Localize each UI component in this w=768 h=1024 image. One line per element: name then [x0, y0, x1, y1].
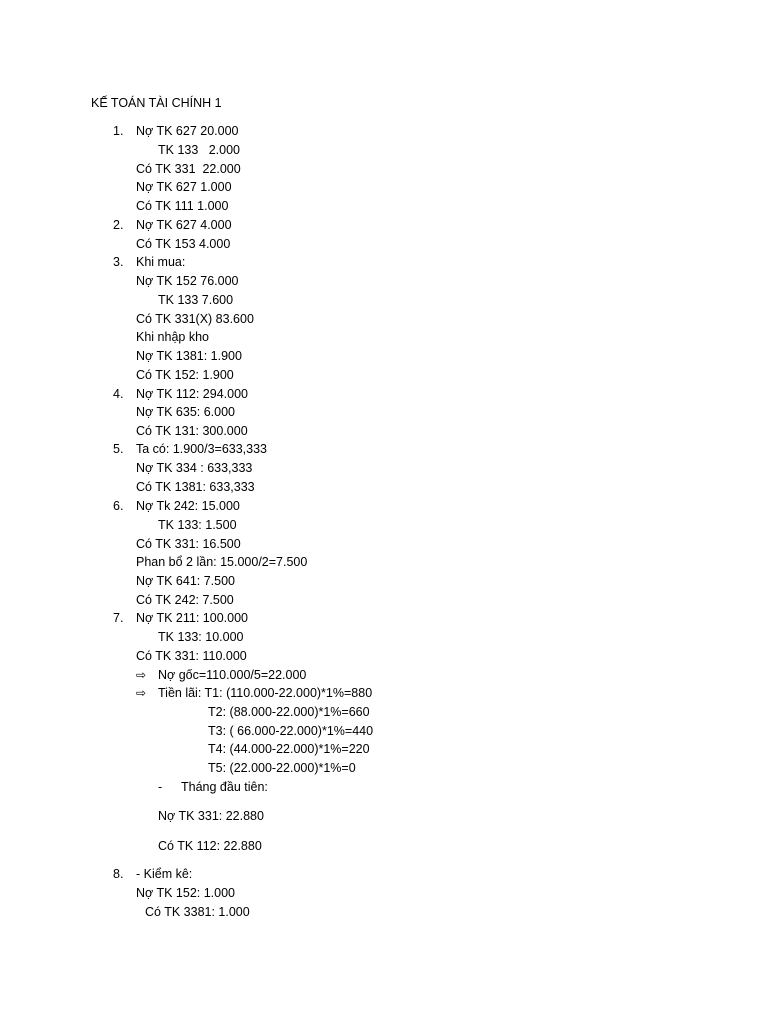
entry-line: Ta có: 1.900/3=633,333: [136, 442, 268, 456]
entry-line: Nợ TK 627 4.000: [136, 218, 232, 232]
entry-line: Nợ TK 635: 6.000: [136, 405, 235, 419]
item-number: 3.: [113, 255, 124, 269]
entry-line: Tháng đầu tiên:: [181, 780, 268, 794]
entry-line: Có TK 331(X) 83.600: [136, 312, 254, 326]
entry-line: Nợ TK 641: 7.500: [136, 574, 235, 588]
entry-line: Nợ TK 627 1.000: [136, 180, 232, 194]
right-arrow-icon: ⇨: [136, 686, 147, 700]
entry-line: Nợ TK 331: 22.880: [158, 809, 264, 823]
entry-line: Có TK 331: 16.500: [136, 537, 241, 551]
entry-line: Phan bổ 2 lần: 15.000/2=7.500: [136, 555, 308, 569]
entry-line: Có TK 3381: 1.000: [145, 905, 250, 919]
entry-line: Tiền lãi: T1: (110.000-22.000)*1%=880: [158, 686, 373, 700]
entry-line: Có TK 331: 110.000: [136, 649, 247, 663]
entry-line: T3: ( 66.000-22.000)*1%=440: [208, 724, 374, 738]
entry-line: Có TK 131: 300.000: [136, 424, 248, 438]
entry-line: TK 133: 10.000: [158, 630, 244, 644]
entry-line: Nợ gốc=110.000/5=22.000: [158, 668, 307, 682]
entry-line: TK 133: 1.500: [158, 518, 237, 532]
entry-line: Nợ TK 152 76.000: [136, 274, 239, 288]
entry-line: Khi mua:: [136, 255, 186, 269]
entry-line: Nợ TK 1381: 1.900: [136, 349, 242, 363]
entry-line: Có TK 111 1.000: [136, 199, 229, 213]
entry-line: T4: (44.000-22.000)*1%=220: [208, 742, 370, 756]
item-number: 1.: [113, 124, 124, 138]
entry-line: Có TK 242: 7.500: [136, 593, 234, 607]
entry-line: T2: (88.000-22.000)*1%=660: [208, 705, 370, 719]
entry-line: Nợ Tk 242: 15.000: [136, 499, 240, 513]
entry-line: TK 133 7.600: [158, 293, 234, 307]
item-number: 7.: [113, 611, 124, 625]
entry-line: Khi nhập kho: [136, 330, 209, 344]
entry-line: Nợ TK 112: 294.000: [136, 387, 248, 401]
dash-bullet: -: [158, 780, 163, 794]
entry-line: Có TK 331 22.000: [136, 162, 241, 176]
entry-line: Nợ TK 627 20.000: [136, 124, 239, 138]
entry-line: - Kiểm kê:: [136, 867, 193, 881]
entry-line: Có TK 153 4.000: [136, 237, 231, 251]
entry-line: T5: (22.000-22.000)*1%=0: [208, 761, 356, 775]
item-number: 6.: [113, 499, 124, 513]
entry-line: Có TK 112: 22.880: [158, 839, 262, 853]
entry-line: Nợ TK 334 : 633,333: [136, 461, 253, 475]
item-number: 4.: [113, 387, 124, 401]
entry-line: Nợ TK 211: 100.000: [136, 611, 248, 625]
page-title: KẾ TOÁN TÀI CHÍNH 1: [91, 96, 222, 110]
right-arrow-icon: ⇨: [136, 668, 147, 682]
entry-line: Có TK 1381: 633,333: [136, 480, 255, 494]
item-number: 5.: [113, 442, 124, 456]
item-number: 2.: [113, 218, 124, 232]
entry-line: TK 133 2.000: [158, 143, 241, 157]
item-number: 8.: [113, 867, 124, 881]
entry-line: Nợ TK 152: 1.000: [136, 886, 235, 900]
entry-line: Có TK 152: 1.900: [136, 368, 234, 382]
